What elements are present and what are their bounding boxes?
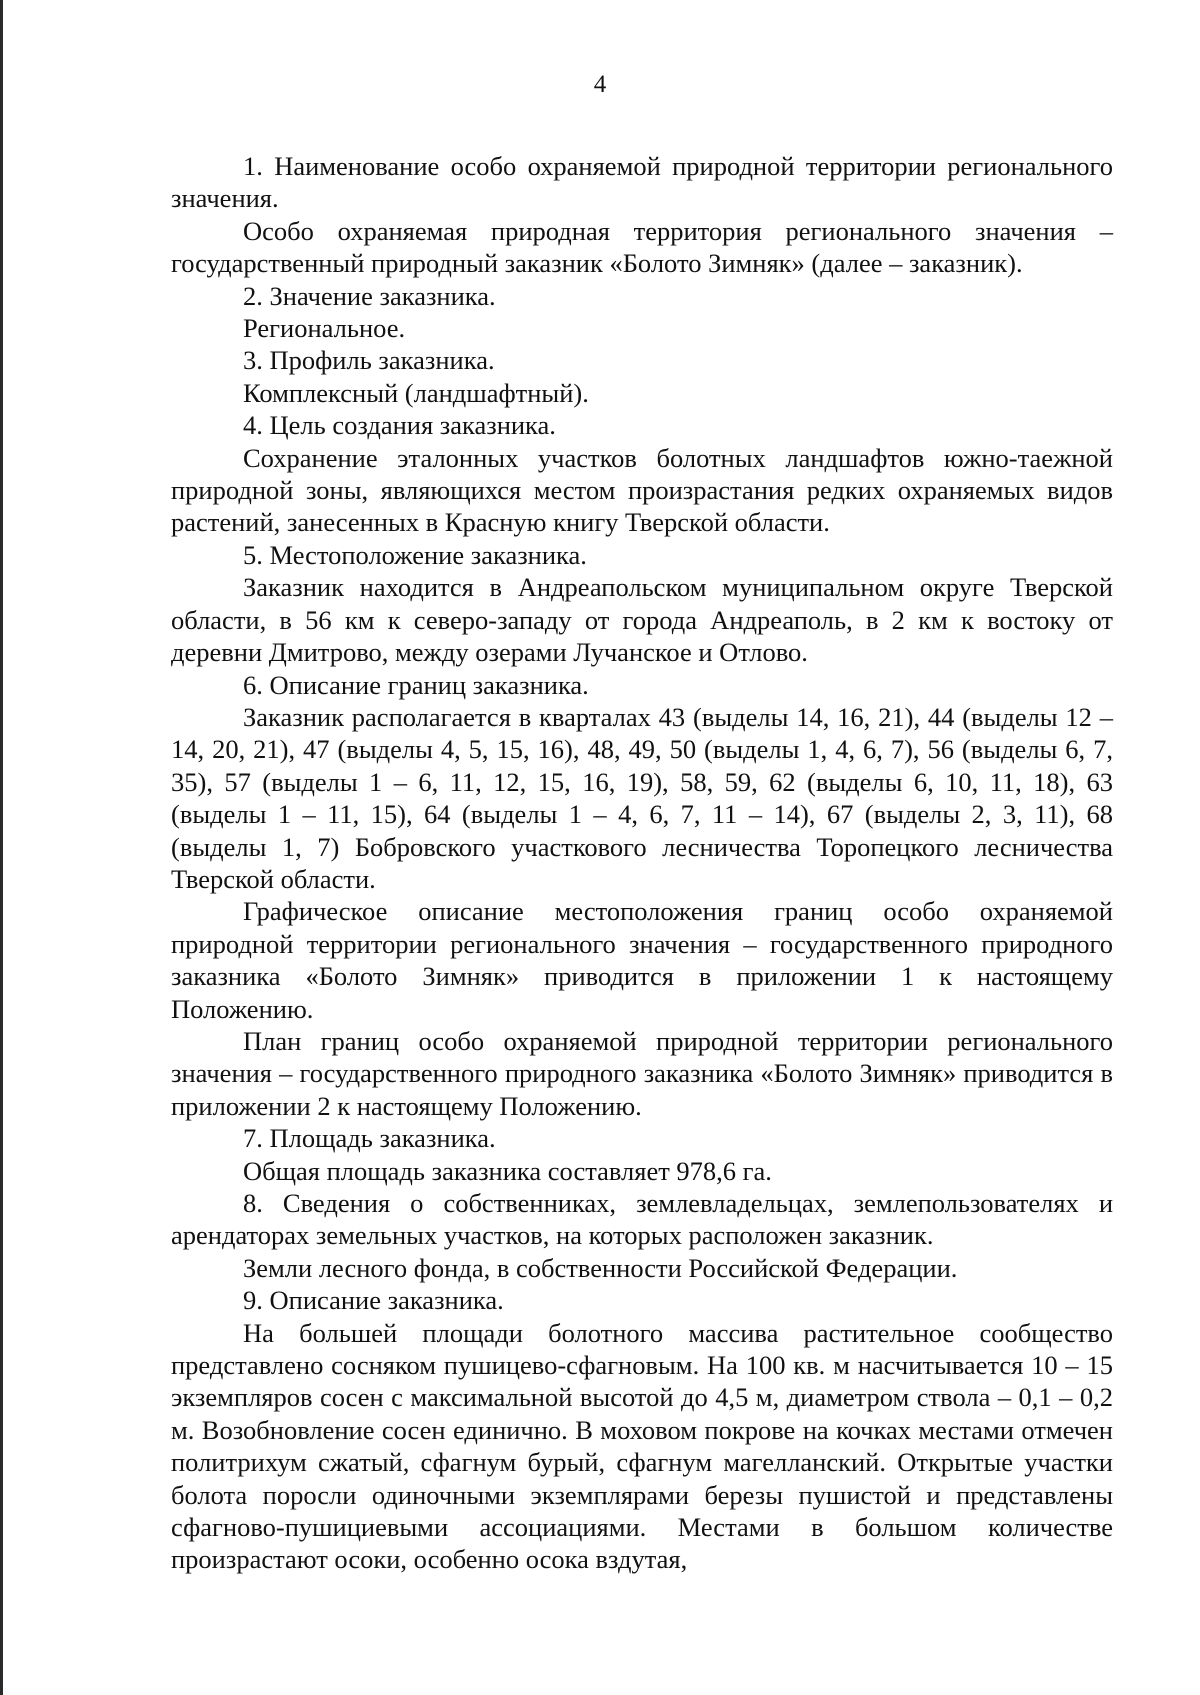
section-6-boundary-plan: План границ особо охраняемой природной территории регионального значения – государственного природного заказника «Болото Зимняк» приводится в приложении 2 к настоящему Положению.: [171, 1025, 1113, 1121]
section-6-text: Заказник располагается в кварталах 43 (выделы 14, 16, 21), 44 (выделы 12 – 14, 20, 21), 47 (выделы 4, 5, 15, 16), 48, 49, 50 (выделы 1, 4, 6, 7), 56 (выделы 6, 7, 35), 57 (выделы 1 – 6, 11, 12, 15, 16, 19), 58, 59, 62 (выделы 6, 10, 11, 18), 63 (выделы 1 – 11, 15), 64 (выделы 1 – 4, 6, 7, 11 – 14), 67 (выделы 2, 3, 11), 68 (выделы 1, 7) Бобровского участкового лесничества Торопецкого лесничества Тверской области.: [171, 701, 1113, 894]
section-1-heading: 1. Наименование особо охраняемой природной территории регионального значения.: [171, 151, 1113, 214]
section-8-heading: 8. Сведения о собственниках, землевладельцах, землепользователях и арендаторах земельных участков, на которых расположен заказник.: [171, 1188, 1113, 1251]
section-6-graphic-description: Графическое описание местоположения границ особо охраняемой природной территории регионального значения – государственного природного заказника «Болото Зимняк» приводится в приложении 1 к настоящему Положению.: [171, 896, 1113, 1024]
document-body: [171, 150, 1113, 1576]
scan-edge-shadow: [0, 0, 3, 1695]
section-2-heading: 2. Значение заказника.: [243, 280, 496, 311]
section-7-text: Общая площадь заказника составляет 978,6 га.: [243, 1155, 772, 1186]
section-5-text: Заказник находится в Андреапольском муниципальном округе Тверской области, в 56 км к северо-западу от города Андреаполь, в 2 км к востоку от деревни Дмитрово, между озерами Лучанское и Отлово.: [171, 572, 1113, 668]
section-9-text: На большей площади болотного массива растительное сообщество представлено сосняком пушицево-сфагновым. На 100 кв. м насчитывается 10 – 15 экземпляров сосен с максимальной высотой до 4,5 м, диаметром ствола – 0,1 – 0,2 м. Возобновление сосен единично. В моховом покрове на кочках местами отмечен политрихум сжатый, сфагнум бурый, сфагнум магелланский. Открытые участки болота поросли одиночными экземплярами березы пушистой и представлены сфагново-пушициевыми ассоциациями. Местами в большом количестве произрастают осоки, особенно осока вздутая,: [171, 1317, 1113, 1575]
page-number: 4: [593, 71, 607, 98]
section-2-text: Региональное.: [243, 313, 406, 344]
section-3-heading: 3. Профиль заказника.: [243, 345, 495, 376]
section-4-text: Сохранение эталонных участков болотных ландшафтов южно-таежной природной зоны, являющихся местом произрастания редких охраняемых видов растений, занесенных в Красную книгу Тверской области.: [171, 442, 1113, 538]
section-5-heading: 5. Местоположение заказника.: [243, 539, 587, 570]
section-3-text: Комплексный (ландшафтный).: [243, 377, 589, 408]
section-6-heading: 6. Описание границ заказника.: [243, 669, 589, 700]
section-8-text: Земли лесного фонда, в собственности Российской Федерации.: [243, 1252, 958, 1283]
section-1-text: Особо охраняемая природная территория регионального значения – государственный природный заказник «Болото Зимняк» (далее – заказник).: [171, 215, 1113, 279]
section-7-heading: 7. Площадь заказника.: [243, 1123, 496, 1154]
section-9-heading: 9. Описание заказника.: [243, 1285, 504, 1316]
section-4-heading: 4. Цель создания заказника.: [243, 410, 556, 441]
